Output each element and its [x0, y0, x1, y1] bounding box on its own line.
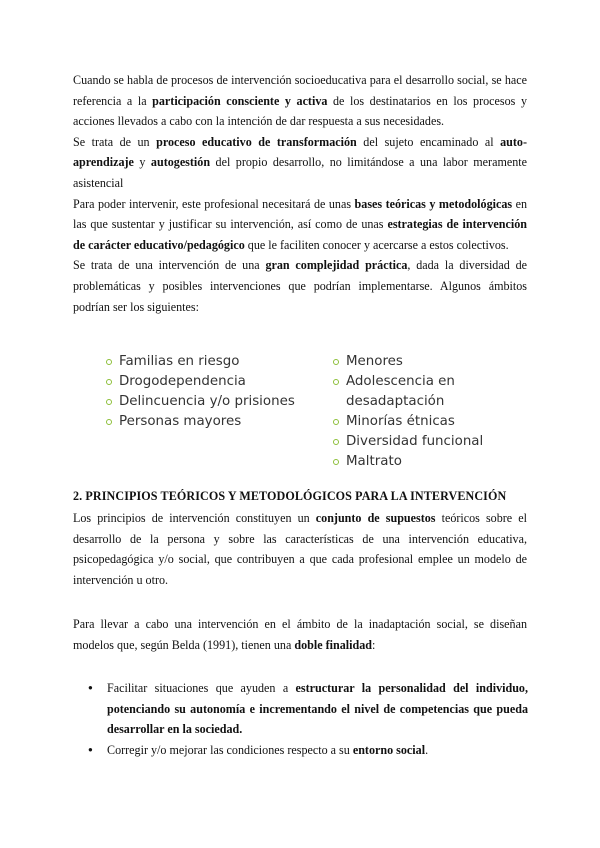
ambito-item: Delincuencia y/o prisiones [106, 392, 295, 412]
bold-run: estrategias de intervención de carácter educativo/pedagógico [73, 217, 528, 252]
text-run: en las que sustentar y justificar su intervención, así como de unas [73, 196, 528, 232]
finalidad-bullet-list [88, 678, 528, 760]
text-run: Para poder intervenir, este profesional necesitará de unas [73, 196, 355, 211]
ambito-item: Personas mayores [106, 412, 295, 432]
bullet-item [88, 740, 528, 761]
ambitos-list-graphic [100, 352, 500, 472]
bold-run: autogestión [150, 155, 211, 170]
ambito-item: Minorías étnicas [333, 412, 483, 432]
text-run: Corregir y/o mejorar las condiciones respecto a su [107, 742, 353, 757]
text-run: : [371, 637, 376, 652]
bold-run: estructurar la personalidad del individuo, potenciando su autonomía e incrementando el nivel de competencias que pueda desarrollar en la sociedad. [107, 681, 528, 737]
text-run: de los destinatarios en los procesos y acciones llevados a cabo con la intención de dar respuesta a sus necesidades. [73, 93, 527, 129]
text-run: y [133, 155, 151, 170]
bold-run: doble finalidad [294, 637, 372, 652]
section2-paragraph-2 [73, 614, 527, 655]
bold-run: participación consciente y activa [152, 93, 328, 108]
text-run: del sujeto encaminado al [356, 134, 501, 149]
bold-run: gran complejidad práctica [265, 258, 408, 273]
section2-paragraph-1 [73, 508, 527, 590]
ambito-item: Drogodependencia [106, 372, 295, 392]
bold-run: entorno social [352, 742, 426, 757]
bold-run: proceso educativo de transformación [156, 134, 357, 149]
text-run: Se trata de una intervención de una [73, 258, 266, 273]
text-run: . [425, 742, 429, 757]
intro-paragraph-2 [73, 132, 527, 194]
ambitos-right-column [333, 352, 483, 472]
text-run: Los principios de intervención constituyen un [73, 511, 316, 525]
section-heading: 2. PRINCIPIOS TEÓRICOS Y METODOLÓGICOS PARA LA INTERVENCIÓN [73, 489, 507, 503]
ambito-item: Diversidad funcional [333, 432, 483, 452]
ambito-item: Familias en riesgo [106, 352, 295, 372]
text-run: Para llevar a cabo una intervención en el ámbito de la inadaptación social, se diseñan modelos que, según Belda (1991), tienen una [73, 617, 527, 652]
bold-run: bases teóricas y metodológicas [354, 196, 513, 211]
text-run: del propio desarrollo, no limitándose a una labor meramente asistencial [73, 155, 527, 190]
ambito-item: Menores [333, 352, 483, 372]
text-run: Facilitar situaciones que ayuden a [107, 681, 296, 695]
ambitos-left-column [106, 352, 295, 432]
intro-paragraph-4 [73, 255, 527, 317]
ambito-item: Adolescencia en desadaptación [333, 372, 466, 412]
text-run: Cuando se habla de procesos de intervención socioeducativa para el desarrollo social, se hace referencia a la [73, 73, 527, 108]
text-run: Se trata de un [73, 134, 157, 149]
intro-paragraph-3 [73, 194, 527, 256]
ambito-item: Maltrato [333, 452, 483, 472]
text-run: teóricos sobre el desarrollo de la persona y sobre las características de una intervención educativa, psicopedagógica y/o social, que contribuyen a que cada profesional emplee un modelo de intervención u otro. [73, 511, 527, 587]
bold-run: auto-aprendizaje [73, 134, 527, 170]
text-run: , dada la diversidad de problemáticas y posibles intervenciones que podrían implementarse. Algunos ámbitos podrían ser los siguientes: [73, 258, 527, 314]
intro-section [73, 70, 527, 317]
bullet-item [88, 678, 528, 740]
bold-run: conjunto de supuestos [315, 511, 436, 525]
intro-paragraph-1 [73, 70, 527, 132]
text-run: que le faciliten conocer y acercarse a estos colectivos. [244, 237, 509, 252]
